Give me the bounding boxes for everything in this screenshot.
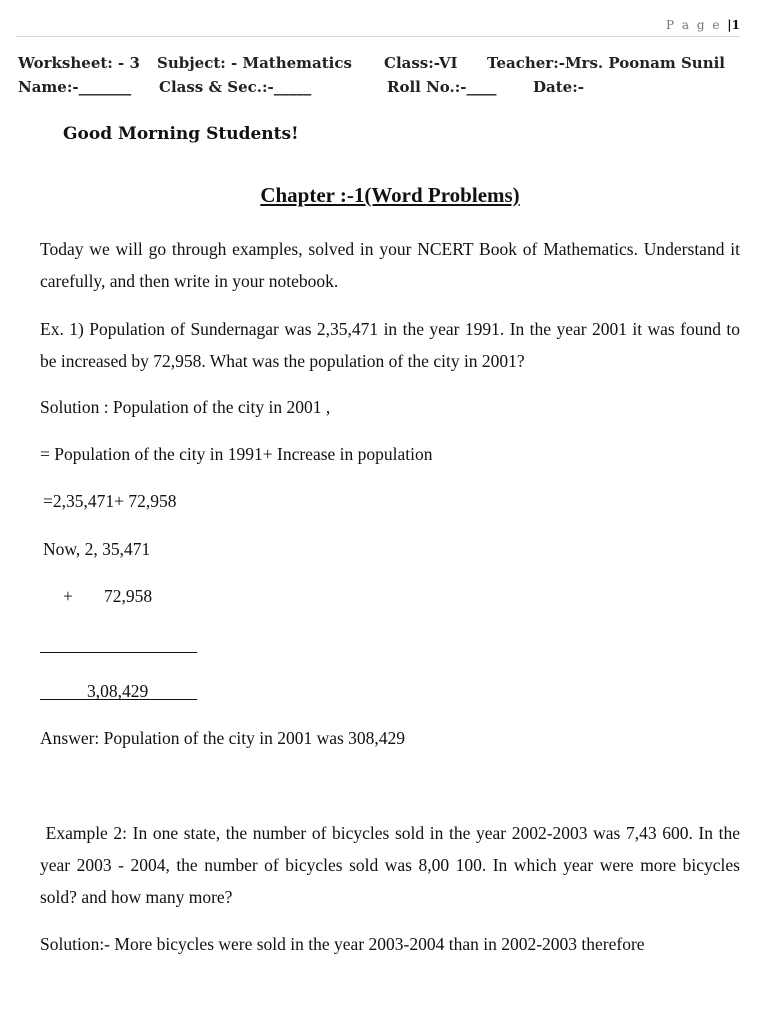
- greeting: Good Morning Students!: [63, 124, 299, 144]
- solution-line-1: Solution : Population of the city in 2001 ,: [40, 397, 331, 417]
- worksheet-label: Worksheet: - 3: [18, 54, 140, 72]
- page-header: [16, 14, 740, 37]
- page-number-value: 1: [731, 18, 740, 32]
- chapter-title: Chapter :-1(Word Problems): [260, 183, 520, 207]
- example-2-question: Example 2: In one state, the number of bicycles sold in the year 2002-2003 was 7,43 600. In the year 2003 - 2004, the number of bicycles sold was 8,00 100. In which year were more bicycles sold? and how many more?: [40, 823, 745, 907]
- page-number: [666, 18, 740, 32]
- sum-rule: [40, 652, 197, 653]
- solution-line-4: Now, 2, 35,471: [43, 539, 151, 559]
- class-sec-field: Class & Sec.:-_____: [159, 78, 312, 96]
- name-field: Name:-_______: [18, 78, 132, 96]
- page-separator: |: [727, 18, 732, 32]
- addend-value: 72,958: [104, 586, 153, 606]
- solution-line-2: = Population of the city in 1991+ Increase in population: [40, 444, 433, 464]
- solution-line-3: =2,35,471+ 72,958: [43, 491, 177, 511]
- subject-label: Subject: - Mathematics: [157, 54, 352, 72]
- plus-sign: +: [63, 586, 73, 606]
- example-2-solution: Solution:- More bicycles were sold in the year 2003-2004 than in 2002-2003 therefore: [40, 934, 645, 954]
- page-word: P a g e: [665, 18, 722, 32]
- class-label: Class:-VI: [384, 54, 458, 72]
- teacher-label: Teacher:-Mrs. Poonam Sunil: [487, 54, 725, 72]
- sum-result: 3,08,429: [87, 681, 149, 701]
- intro-paragraph: Today we will go through examples, solved in your NCERT Book of Mathematics. Understand it carefully, and then write in your notebook.: [40, 239, 740, 291]
- example-1-question: Ex. 1) Population of Sundernagar was 2,35,471 in the year 1991. In the year 2001 it was found to be increased by 72,958. What was the population of the city in 2001?: [40, 319, 740, 371]
- roll-no-field: Roll No.:-____: [387, 78, 497, 96]
- sum-underline: [40, 699, 197, 700]
- date-field: Date:-: [533, 78, 584, 96]
- answer-line: Answer: Population of the city in 2001 was 308,429: [40, 728, 406, 748]
